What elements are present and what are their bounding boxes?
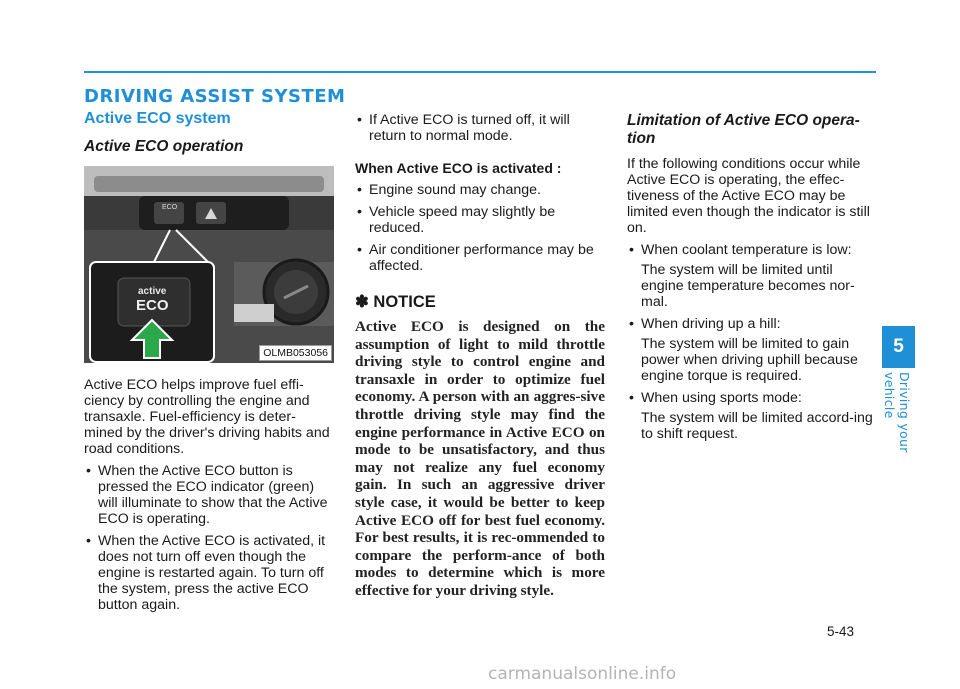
- notice-title: ✽ NOTICE: [355, 293, 436, 311]
- middle-column: [355, 112, 605, 600]
- condition-label: When driving up a hill:: [641, 316, 781, 332]
- list-item: [627, 316, 879, 384]
- limitation-heading: Limitation of Active ECO opera-tion: [627, 112, 860, 147]
- active-eco-bullets: [84, 463, 334, 613]
- list-item: • If Active ECO is turned off, it will return to normal mode.: [355, 112, 605, 144]
- active-eco-intro: Active ECO helps improve fuel effi-ciency by controlling the engine and transaxle. Fuel-efficiency is deter-mined by the driver's driving habits and road conditions.: [84, 377, 330, 457]
- section-title: DRIVING ASSIST SYSTEM: [84, 86, 346, 107]
- list-item: [627, 242, 879, 310]
- page-number: 5-43: [827, 624, 855, 639]
- list-item: • Vehicle speed may slightly be reduced.: [355, 204, 605, 236]
- eco-button-figure: [84, 166, 334, 363]
- list-item: [627, 390, 879, 442]
- active-eco-operation-subheading: Active ECO operation: [84, 138, 244, 155]
- activated-heading: When Active ECO is activated :: [355, 160, 562, 176]
- notice-body: Active ECO is designed on the assumption of light to mild throttle driving style to control engine and transaxle in order to optimize fuel economy. A person with an aggres-sive throttle driving style may find the engine performance in Active ECO on mode to be unsatisfactory, and thus may not realize any fuel economy gain. In such an aggressive driver style case, it would be better to keep Active ECO off for best fuel economy. For best results, it is rec-ommended to compare the perform-ance of both modes to determine which is more effective for your driving style.: [355, 318, 605, 599]
- condition-detail: The system will be limited to gain power when driving uphill because engine torque is required.: [641, 336, 858, 384]
- figure-eco-label: ECO: [136, 297, 169, 314]
- list-item: • When the Active ECO is activated, it does not turn off even though the engine is restarted again. To turn off the system, press the active ECO button again.: [84, 533, 334, 613]
- chapter-tab: 5: [882, 326, 915, 368]
- active-eco-heading: Active ECO system: [84, 110, 231, 127]
- condition-label: When coolant temperature is low:: [641, 242, 852, 258]
- left-column: [84, 110, 334, 619]
- list-item: • Air conditioner performance may be affected.: [355, 242, 605, 274]
- watermark: carmanualsonline.info: [488, 664, 677, 684]
- figure-code: OLMB053056: [259, 345, 332, 361]
- condition-label: When using sports mode:: [641, 390, 802, 406]
- list-item: • Engine sound may change.: [355, 182, 605, 198]
- figure-small-eco-label: ECO: [162, 204, 178, 211]
- list-item: • When the Active ECO button is pressed the ECO indicator (green) will illuminate to show that the Active ECO is operating.: [84, 463, 334, 527]
- activated-bullets: [355, 182, 605, 274]
- figure-active-label: active: [138, 286, 167, 297]
- limitation-conditions: [627, 242, 879, 442]
- condition-detail: The system will be limited accord-ing to shift request.: [641, 410, 873, 442]
- condition-detail: The system will be limited until engine temperature becomes nor-mal.: [641, 262, 855, 310]
- top-rule: [84, 71, 876, 73]
- turn-off-bullet: [355, 112, 605, 144]
- dashboard-illustration: [84, 166, 334, 363]
- limitation-intro: If the following conditions occur while Active ECO is operating, the effec-tiveness of the Active ECO may be limited even though the indicator is still on.: [627, 156, 870, 236]
- right-column: [627, 112, 879, 448]
- chapter-title: Driving your vehicle: [882, 372, 912, 453]
